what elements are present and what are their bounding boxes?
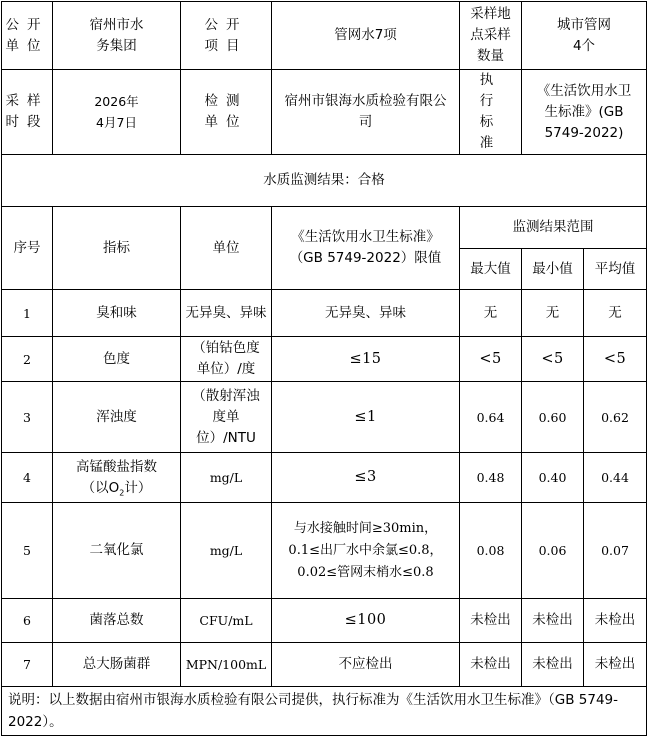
row-indicator: 高锰酸盐指数 — [76, 458, 157, 475]
row-limit: ≤3 — [272, 453, 460, 503]
row-min: 0.06 — [522, 503, 584, 599]
row-no: 7 — [2, 643, 53, 687]
row-min: <5 — [522, 337, 584, 382]
row-unit: CFU/mL — [181, 599, 272, 643]
row-avg: 未检出 — [584, 643, 647, 687]
row-limit: ≤100 — [272, 599, 460, 643]
footnote: 说明：以上数据由宿州市银海水质检验有限公司提供，执行标准为《生活饮用水卫生标准》（GB 5749-2022）。 — [2, 687, 647, 736]
row-avg: 0.44 — [584, 453, 647, 503]
sampling-label: 采样地点采样数量 — [460, 2, 522, 70]
row-indicator: 臭和味 — [53, 290, 181, 337]
row-indicator: 浑浊度 — [53, 382, 181, 453]
row-max: 0.08 — [460, 503, 522, 599]
row-no: 5 — [2, 503, 53, 599]
row-unit: mg/L — [181, 453, 272, 503]
sampling-value-cell — [522, 2, 647, 70]
table-row — [2, 503, 647, 599]
row-unit: （铂钴色度单位）/度 — [181, 337, 272, 382]
row-max: 无 — [460, 290, 522, 337]
project-value: 管网水7项 — [272, 2, 460, 70]
row-limit: 不应检出 — [272, 643, 460, 687]
row-min: 未检出 — [522, 599, 584, 643]
row-min: 0.40 — [522, 453, 584, 503]
col-range: 监测结果范围 — [460, 207, 647, 249]
unit-value: 宿州市水务集团 — [53, 2, 181, 70]
row-limit: 与水接触时间≥30min，0.1≤出厂水中余氯≤0.8， 0.02≤管网末梢水≤0.8 — [272, 503, 460, 599]
row-unit: MPN/100mL — [181, 643, 272, 687]
period-value — [53, 70, 181, 155]
row-unit: mg/L — [181, 503, 272, 599]
standard-label: 执行标准 — [460, 70, 522, 155]
row-avg: 0.62 — [584, 382, 647, 453]
table-row — [2, 382, 647, 453]
row-max: 0.48 — [460, 453, 522, 503]
row-min: 无 — [522, 290, 584, 337]
inspect-label: 检测单位 — [181, 70, 272, 155]
table-row — [2, 290, 647, 337]
row-limit: ≤15 — [272, 337, 460, 382]
inspect-value: 宿州市银海水质检验有限公司 — [272, 70, 460, 155]
col-min: 最小值 — [522, 249, 584, 290]
table-row — [2, 453, 647, 503]
row-no: 1 — [2, 290, 53, 337]
row-no: 3 — [2, 382, 53, 453]
unit-label: 公开单位 — [2, 2, 53, 70]
row-avg: <5 — [584, 337, 647, 382]
row-indicator: 色度 — [53, 337, 181, 382]
row-max: <5 — [460, 337, 522, 382]
table-row — [2, 643, 647, 687]
col-limit: 《生活饮用水卫生标准》（GB 5749-2022）限值 — [272, 207, 460, 290]
col-max: 最大值 — [460, 249, 522, 290]
row-max: 0.64 — [460, 382, 522, 453]
col-no: 序号 — [2, 207, 53, 290]
result-line: 水质监测结果：合格 — [2, 155, 647, 207]
water-quality-table — [1, 1, 647, 736]
table-row — [2, 337, 647, 382]
row-indicator: 总大肠菌群 — [53, 643, 181, 687]
sampling-location: 城市管网 — [557, 16, 611, 33]
col-indicator: 指标 — [53, 207, 181, 290]
row-max: 未检出 — [460, 599, 522, 643]
table-row — [2, 599, 647, 643]
period-date: 4月7日 — [96, 115, 137, 130]
row-limit: ≤1 — [272, 382, 460, 453]
col-unit: 单位 — [181, 207, 272, 290]
row-min: 0.60 — [522, 382, 584, 453]
row-no: 2 — [2, 337, 53, 382]
sampling-count: 4个 — [572, 37, 596, 54]
row-avg: 未检出 — [584, 599, 647, 643]
row-max: 未检出 — [460, 643, 522, 687]
row-indicator: 二氧化氯 — [53, 503, 181, 599]
row-limit: 无异臭、异味 — [272, 290, 460, 337]
row-indicator-note: （以$O_2$计） — [81, 479, 152, 498]
row-min: 未检出 — [522, 643, 584, 687]
project-label: 公开项目 — [181, 2, 272, 70]
col-avg: 平均值 — [584, 249, 647, 290]
row-unit: 无异臭、异味 — [181, 290, 272, 337]
row-indicator: 菌落总数 — [53, 599, 181, 643]
row-avg: 无 — [584, 290, 647, 337]
period-year: 2026年 — [94, 94, 139, 109]
row-unit: （散射浑浊度单位）/NTU — [181, 382, 272, 453]
period-label: 采样时段 — [2, 70, 53, 155]
standard-value: 《生活饮用水卫生标准》(GB 5749-2022) — [522, 70, 647, 155]
row-no: 4 — [2, 453, 53, 503]
row-indicator-cell — [53, 453, 181, 503]
row-avg: 0.07 — [584, 503, 647, 599]
row-no: 6 — [2, 599, 53, 643]
